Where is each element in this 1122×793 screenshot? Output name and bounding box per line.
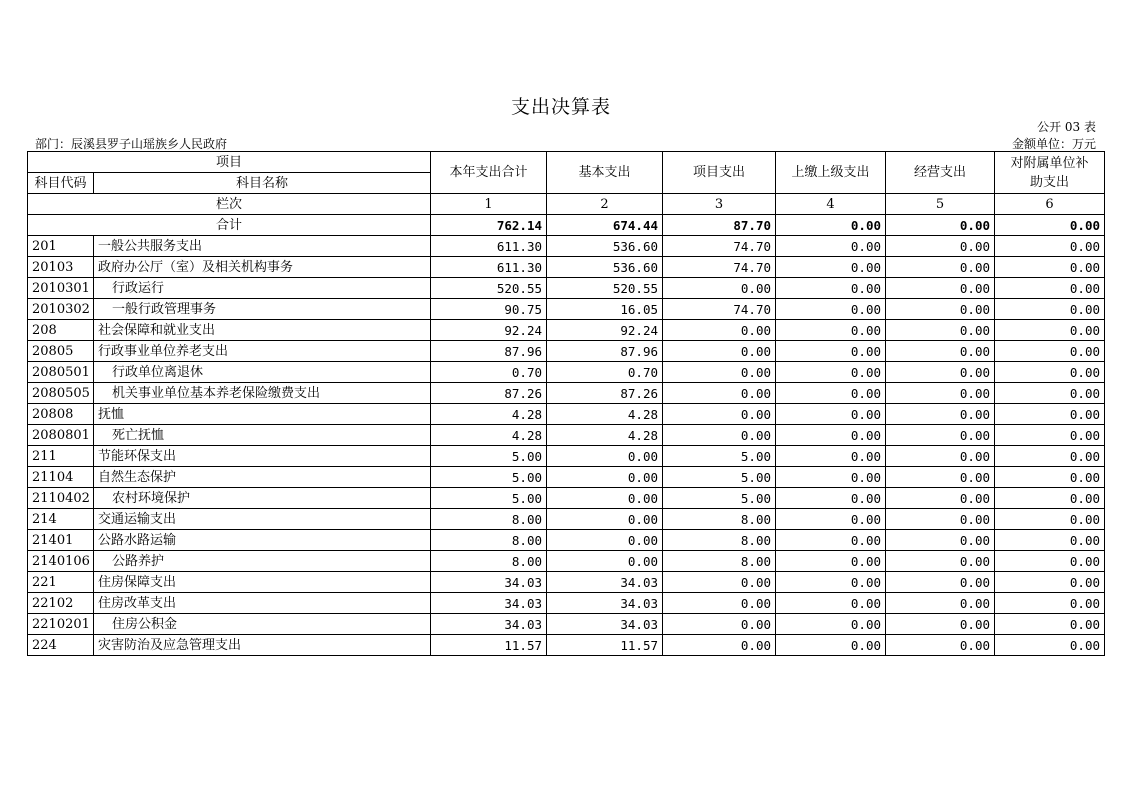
subject-code: 2080501 xyxy=(28,362,94,383)
amount-cell: 0.00 xyxy=(995,593,1105,614)
amount-cell: 0.00 xyxy=(547,530,663,551)
form-number: 公开 03 表 xyxy=(1037,120,1096,134)
header-name: 科目名称 xyxy=(94,173,431,194)
page-title: 支出决算表 xyxy=(510,96,611,118)
amount-cell: 0.00 xyxy=(886,257,995,278)
table-row xyxy=(28,509,1105,530)
total-value: 0.00 xyxy=(886,215,995,236)
amount-cell: 34.03 xyxy=(431,593,547,614)
amount-cell: 0.00 xyxy=(547,551,663,572)
amount-cell: 4.28 xyxy=(431,425,547,446)
amount-cell: 0.00 xyxy=(663,362,776,383)
amount-cell: 0.00 xyxy=(886,362,995,383)
table-row xyxy=(28,572,1105,593)
amount-cell: 0.00 xyxy=(663,341,776,362)
total-value: 87.70 xyxy=(663,215,776,236)
department-label: 部门：辰溪县罗子山瑶族乡人民政府 xyxy=(35,137,228,151)
table-row xyxy=(28,278,1105,299)
amount-cell: 0.00 xyxy=(776,635,886,656)
subject-code: 21401 xyxy=(28,530,94,551)
amount-cell: 0.00 xyxy=(547,446,663,467)
amount-cell: 0.00 xyxy=(776,488,886,509)
subject-name: 死亡抚恤 xyxy=(94,425,431,446)
table-row xyxy=(28,635,1105,656)
amount-cell: 0.00 xyxy=(886,614,995,635)
expenditure-table xyxy=(27,151,1105,656)
total-value: 0.00 xyxy=(995,215,1105,236)
amount-cell: 0.00 xyxy=(663,593,776,614)
amount-cell: 0.00 xyxy=(776,530,886,551)
amount-cell: 90.75 xyxy=(431,299,547,320)
amount-cell: 0.00 xyxy=(886,572,995,593)
header-col5: 经营支出 xyxy=(886,152,995,194)
amount-cell: 87.96 xyxy=(431,341,547,362)
amount-cell: 0.00 xyxy=(995,551,1105,572)
amount-cell: 0.00 xyxy=(995,467,1105,488)
amount-cell: 87.96 xyxy=(547,341,663,362)
amount-cell: 5.00 xyxy=(431,467,547,488)
table-row xyxy=(28,236,1105,257)
subject-code: 2080801 xyxy=(28,425,94,446)
amount-cell: 0.00 xyxy=(547,467,663,488)
table-row xyxy=(28,551,1105,572)
subject-name: 自然生态保护 xyxy=(94,467,431,488)
table-row xyxy=(28,530,1105,551)
amount-cell: 0.00 xyxy=(886,278,995,299)
table-row xyxy=(28,488,1105,509)
col-index: 4 xyxy=(776,194,886,215)
amount-cell: 4.28 xyxy=(547,425,663,446)
amount-cell: 0.00 xyxy=(776,572,886,593)
subject-code: 224 xyxy=(28,635,94,656)
amount-cell: 0.00 xyxy=(776,467,886,488)
amount-cell: 87.26 xyxy=(431,383,547,404)
amount-cell: 0.00 xyxy=(547,509,663,530)
subject-code: 21104 xyxy=(28,467,94,488)
amount-cell: 8.00 xyxy=(431,551,547,572)
col-index: 3 xyxy=(663,194,776,215)
amount-cell: 34.03 xyxy=(431,614,547,635)
total-row xyxy=(28,215,1105,236)
subject-name: 节能环保支出 xyxy=(94,446,431,467)
amount-cell: 0.00 xyxy=(995,299,1105,320)
header-col3: 项目支出 xyxy=(663,152,776,194)
amount-cell: 0.00 xyxy=(886,320,995,341)
subject-name: 一般行政管理事务 xyxy=(94,299,431,320)
col-index: 1 xyxy=(431,194,547,215)
subject-code: 214 xyxy=(28,509,94,530)
subject-name: 公路养护 xyxy=(94,551,431,572)
subject-code: 208 xyxy=(28,320,94,341)
subject-name: 抚恤 xyxy=(94,404,431,425)
total-value: 762.14 xyxy=(431,215,547,236)
header-row-top xyxy=(28,152,1105,173)
amount-cell: 34.03 xyxy=(547,593,663,614)
amount-cell: 8.00 xyxy=(431,509,547,530)
amount-cell: 0.70 xyxy=(547,362,663,383)
table-row xyxy=(28,341,1105,362)
table-row xyxy=(28,467,1105,488)
subject-code: 2140106 xyxy=(28,551,94,572)
amount-cell: 0.00 xyxy=(995,572,1105,593)
header-col2: 基本支出 xyxy=(547,152,663,194)
amount-cell: 0.00 xyxy=(886,467,995,488)
total-label: 合计 xyxy=(28,215,431,236)
amount-cell: 4.28 xyxy=(431,404,547,425)
amount-cell: 5.00 xyxy=(663,488,776,509)
amount-cell: 0.00 xyxy=(995,257,1105,278)
amount-cell: 0.00 xyxy=(886,509,995,530)
amount-cell: 0.00 xyxy=(886,236,995,257)
amount-cell: 0.00 xyxy=(995,488,1105,509)
amount-cell: 0.00 xyxy=(663,425,776,446)
amount-cell: 34.03 xyxy=(547,572,663,593)
table-row xyxy=(28,299,1105,320)
amount-cell: 0.00 xyxy=(663,383,776,404)
subject-name: 公路水路运输 xyxy=(94,530,431,551)
amount-cell: 0.00 xyxy=(886,488,995,509)
amount-cell: 34.03 xyxy=(431,572,547,593)
amount-cell: 0.00 xyxy=(886,446,995,467)
amount-cell: 0.00 xyxy=(776,593,886,614)
amount-cell: 0.00 xyxy=(995,614,1105,635)
subject-name: 社会保障和就业支出 xyxy=(94,320,431,341)
amount-cell: 0.00 xyxy=(886,425,995,446)
amount-cell: 8.00 xyxy=(663,509,776,530)
amount-cell: 87.26 xyxy=(547,383,663,404)
amount-cell: 0.00 xyxy=(776,383,886,404)
amount-cell: 0.00 xyxy=(776,404,886,425)
header-col6: 对附属单位补助支出 xyxy=(995,152,1105,194)
subject-code: 2110402 xyxy=(28,488,94,509)
unit-label: 金额单位：万元 xyxy=(1011,137,1096,151)
amount-cell: 92.24 xyxy=(431,320,547,341)
amount-cell: 0.00 xyxy=(995,530,1105,551)
subject-code: 221 xyxy=(28,572,94,593)
amount-cell: 0.00 xyxy=(776,341,886,362)
subject-code: 211 xyxy=(28,446,94,467)
amount-cell: 0.00 xyxy=(886,635,995,656)
amount-cell: 0.00 xyxy=(995,446,1105,467)
row-index-row xyxy=(28,194,1105,215)
amount-cell: 8.00 xyxy=(431,530,547,551)
subject-name: 交通运输支出 xyxy=(94,509,431,530)
amount-cell: 0.00 xyxy=(776,425,886,446)
amount-cell: 0.70 xyxy=(431,362,547,383)
amount-cell: 0.00 xyxy=(995,341,1105,362)
amount-cell: 536.60 xyxy=(547,236,663,257)
subject-code: 2010302 xyxy=(28,299,94,320)
amount-cell: 11.57 xyxy=(431,635,547,656)
header-col1: 本年支出合计 xyxy=(431,152,547,194)
amount-cell: 0.00 xyxy=(663,320,776,341)
amount-cell: 520.55 xyxy=(547,278,663,299)
amount-cell: 0.00 xyxy=(995,635,1105,656)
table-row xyxy=(28,404,1105,425)
amount-cell: 0.00 xyxy=(776,236,886,257)
amount-cell: 34.03 xyxy=(547,614,663,635)
amount-cell: 0.00 xyxy=(776,614,886,635)
amount-cell: 5.00 xyxy=(431,488,547,509)
amount-cell: 8.00 xyxy=(663,530,776,551)
header-item-group: 项目 xyxy=(28,152,431,173)
amount-cell: 74.70 xyxy=(663,236,776,257)
amount-cell: 0.00 xyxy=(663,278,776,299)
subject-name: 行政事业单位养老支出 xyxy=(94,341,431,362)
table-row xyxy=(28,257,1105,278)
total-value: 674.44 xyxy=(547,215,663,236)
amount-cell: 0.00 xyxy=(886,530,995,551)
subject-name: 农村环境保护 xyxy=(94,488,431,509)
subject-code: 22102 xyxy=(28,593,94,614)
header-code: 科目代码 xyxy=(28,173,94,194)
table-row xyxy=(28,383,1105,404)
amount-cell: 0.00 xyxy=(663,635,776,656)
amount-cell: 0.00 xyxy=(995,278,1105,299)
header-col4: 上缴上级支出 xyxy=(776,152,886,194)
total-value: 0.00 xyxy=(776,215,886,236)
amount-cell: 0.00 xyxy=(776,509,886,530)
subject-code: 20805 xyxy=(28,341,94,362)
amount-cell: 5.00 xyxy=(663,446,776,467)
subject-name: 行政运行 xyxy=(94,278,431,299)
table-row xyxy=(28,362,1105,383)
subject-name: 行政单位离退休 xyxy=(94,362,431,383)
amount-cell: 0.00 xyxy=(886,299,995,320)
amount-cell: 0.00 xyxy=(995,425,1105,446)
amount-cell: 0.00 xyxy=(663,404,776,425)
amount-cell: 0.00 xyxy=(995,320,1105,341)
amount-cell: 11.57 xyxy=(547,635,663,656)
subject-code: 2210201 xyxy=(28,614,94,635)
subject-name: 住房保障支出 xyxy=(94,572,431,593)
amount-cell: 0.00 xyxy=(886,593,995,614)
amount-cell: 611.30 xyxy=(431,257,547,278)
amount-cell: 74.70 xyxy=(663,299,776,320)
amount-cell: 0.00 xyxy=(776,551,886,572)
amount-cell: 0.00 xyxy=(995,404,1105,425)
amount-cell: 4.28 xyxy=(547,404,663,425)
amount-cell: 16.05 xyxy=(547,299,663,320)
subject-name: 灾害防治及应急管理支出 xyxy=(94,635,431,656)
amount-cell: 0.00 xyxy=(776,446,886,467)
amount-cell: 0.00 xyxy=(995,236,1105,257)
subject-name: 政府办公厅（室）及相关机构事务 xyxy=(94,257,431,278)
subject-code: 20808 xyxy=(28,404,94,425)
subject-code: 201 xyxy=(28,236,94,257)
amount-cell: 520.55 xyxy=(431,278,547,299)
amount-cell: 8.00 xyxy=(663,551,776,572)
amount-cell: 0.00 xyxy=(776,278,886,299)
col-index: 6 xyxy=(995,194,1105,215)
amount-cell: 74.70 xyxy=(663,257,776,278)
col-index: 5 xyxy=(886,194,995,215)
amount-cell: 0.00 xyxy=(776,362,886,383)
amount-cell: 611.30 xyxy=(431,236,547,257)
amount-cell: 0.00 xyxy=(995,509,1105,530)
amount-cell: 0.00 xyxy=(547,488,663,509)
subject-code: 20103 xyxy=(28,257,94,278)
subject-code: 2080505 xyxy=(28,383,94,404)
amount-cell: 5.00 xyxy=(431,446,547,467)
table-row xyxy=(28,593,1105,614)
amount-cell: 5.00 xyxy=(663,467,776,488)
amount-cell: 0.00 xyxy=(663,614,776,635)
table-row xyxy=(28,446,1105,467)
amount-cell: 0.00 xyxy=(776,257,886,278)
amount-cell: 0.00 xyxy=(995,362,1105,383)
amount-cell: 0.00 xyxy=(886,404,995,425)
row-index-label: 栏次 xyxy=(28,194,431,215)
amount-cell: 92.24 xyxy=(547,320,663,341)
subject-name: 住房公积金 xyxy=(94,614,431,635)
table-row xyxy=(28,320,1105,341)
subject-code: 2010301 xyxy=(28,278,94,299)
amount-cell: 0.00 xyxy=(886,383,995,404)
table-row xyxy=(28,425,1105,446)
amount-cell: 0.00 xyxy=(995,383,1105,404)
amount-cell: 0.00 xyxy=(776,320,886,341)
subject-name: 住房改革支出 xyxy=(94,593,431,614)
table-row xyxy=(28,614,1105,635)
amount-cell: 536.60 xyxy=(547,257,663,278)
subject-name: 一般公共服务支出 xyxy=(94,236,431,257)
amount-cell: 0.00 xyxy=(776,299,886,320)
amount-cell: 0.00 xyxy=(886,551,995,572)
subject-name: 机关事业单位基本养老保险缴费支出 xyxy=(94,383,431,404)
amount-cell: 0.00 xyxy=(886,341,995,362)
col-index: 2 xyxy=(547,194,663,215)
amount-cell: 0.00 xyxy=(663,572,776,593)
